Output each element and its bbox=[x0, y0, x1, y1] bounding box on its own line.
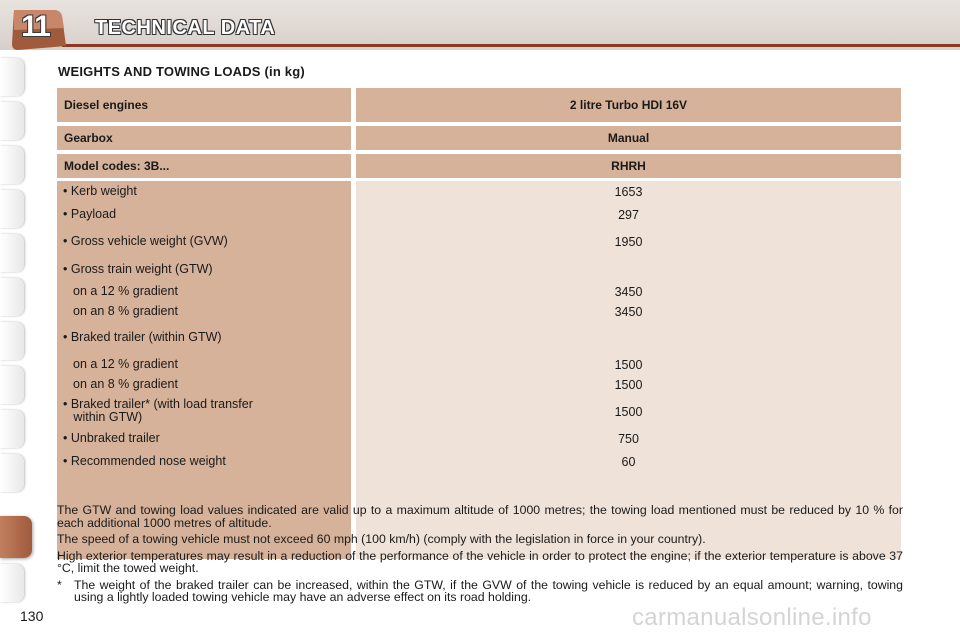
row-value: 3450 bbox=[614, 285, 643, 299]
row-label: • Braked trailer (within GTW) bbox=[63, 330, 222, 344]
row-value: 1500 bbox=[614, 358, 643, 372]
row-label: • Payload bbox=[63, 207, 117, 221]
row-value: 1653 bbox=[614, 185, 643, 199]
side-tab[interactable] bbox=[0, 564, 24, 602]
watermark: carmanualsonline.info bbox=[632, 604, 872, 631]
row-value: 750 bbox=[618, 432, 639, 446]
row-label: • Braked trailer* (with load transfer within GTW) bbox=[63, 397, 253, 424]
page-number: 130 bbox=[20, 608, 44, 624]
note-temperature: High exterior temperatures may result in a reduction of the performance of the vehicle in order to protect the engine; if the exterior temperature is above 37 °C, limit the towed weight. bbox=[57, 548, 903, 575]
row-value: 297 bbox=[618, 208, 639, 222]
footnote-marker: * bbox=[57, 577, 62, 592]
row-value: 1950 bbox=[614, 235, 643, 249]
engine-row bbox=[57, 88, 901, 122]
section-title: WEIGHTS AND TOWING LOADS (in kg) bbox=[58, 64, 305, 79]
side-tab-active[interactable] bbox=[0, 516, 32, 558]
model-value: RHRH bbox=[356, 154, 901, 178]
gearbox-row bbox=[57, 126, 901, 150]
row-label: • Recommended nose weight bbox=[63, 454, 226, 468]
model-label: Model codes: 3B... bbox=[57, 154, 351, 178]
note-altitude: The GTW and towing load values indicated are valid up to a maximum altitude of 1000 metres; the towing load mentioned must be reduced by 10 % for each additional 1000 metres of altitude. bbox=[57, 503, 903, 530]
gearbox-value: Manual bbox=[356, 126, 901, 150]
row-value: 1500 bbox=[614, 405, 643, 419]
side-tab[interactable] bbox=[0, 322, 24, 360]
model-row bbox=[57, 154, 901, 178]
row-value: 3450 bbox=[614, 305, 643, 319]
side-tabs bbox=[0, 58, 30, 618]
notes bbox=[57, 504, 903, 604]
row-label: • Gross train weight (GTW) bbox=[63, 262, 213, 276]
gearbox-label: Gearbox bbox=[57, 126, 351, 150]
side-tab[interactable] bbox=[0, 102, 24, 140]
side-tab[interactable] bbox=[0, 410, 24, 448]
side-tab[interactable] bbox=[0, 366, 24, 404]
side-tab[interactable] bbox=[0, 58, 24, 96]
side-tab[interactable] bbox=[0, 234, 24, 272]
row-label: • Gross vehicle weight (GVW) bbox=[63, 234, 228, 248]
note-speed: The speed of a towing vehicle must not exceed 60 mph (100 km/h) (comply with the legislation in force in your country). bbox=[57, 532, 706, 546]
chapter-title: TECHNICAL DATA bbox=[95, 17, 276, 39]
row-value: 1500 bbox=[614, 378, 643, 392]
row-label: • Kerb weight bbox=[63, 184, 137, 198]
row-value: 60 bbox=[621, 455, 636, 469]
header-divider bbox=[62, 44, 960, 47]
chapter-number: 11 bbox=[21, 10, 49, 43]
engine-label: Diesel engines bbox=[57, 88, 351, 122]
side-tab[interactable] bbox=[0, 278, 24, 316]
row-label: on an 8 % gradient bbox=[73, 304, 178, 318]
side-tab[interactable] bbox=[0, 146, 24, 184]
side-tab[interactable] bbox=[0, 454, 24, 492]
footnote bbox=[57, 579, 903, 604]
footnote-text: The weight of the braked trailer can be increased, within the GTW, if the GVW of the towing vehicle is reduced by an equal amount; warning, towing using a lightly loaded towing vehicle may have an adverse effect on its road holding. bbox=[74, 577, 903, 604]
side-tab[interactable] bbox=[0, 190, 24, 228]
row-label: • Unbraked trailer bbox=[63, 431, 160, 445]
row-label: on an 8 % gradient bbox=[73, 377, 178, 391]
row-label: on a 12 % gradient bbox=[73, 284, 178, 298]
engine-value: 2 litre Turbo HDI 16V bbox=[356, 88, 901, 122]
row-label: on a 12 % gradient bbox=[73, 357, 178, 371]
